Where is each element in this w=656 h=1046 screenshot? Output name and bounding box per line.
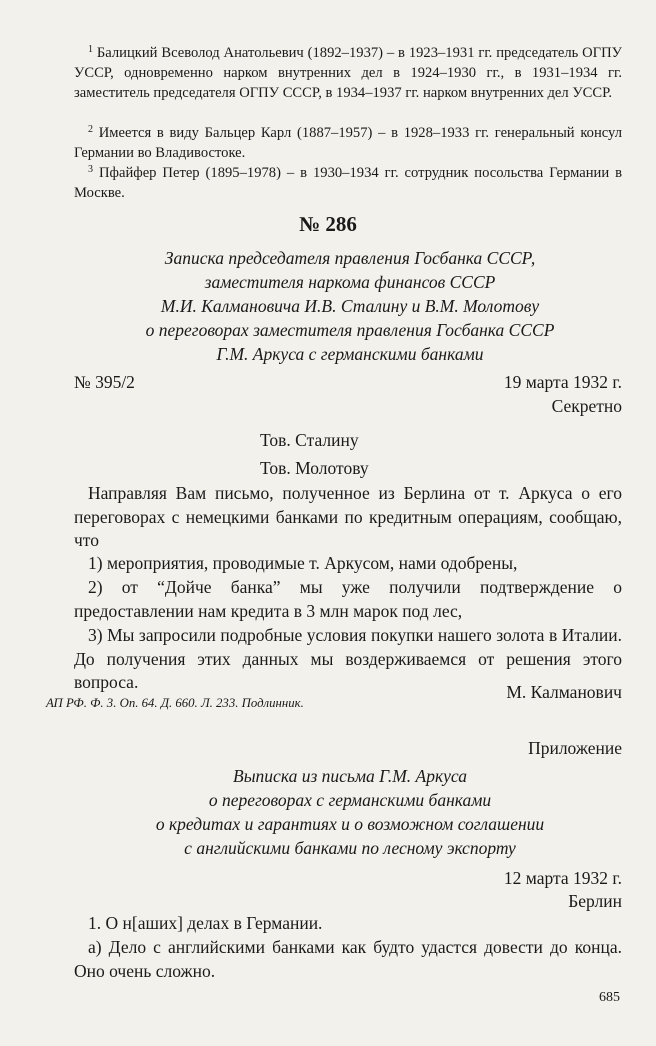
page-number: 685 bbox=[599, 990, 620, 1005]
footnote-3 bbox=[74, 160, 622, 203]
addressee-stalin: Тов. Сталину bbox=[260, 430, 359, 450]
footnote-text: Балицкий Всеволод Анатольевич (1892–1937) – в 1923–1931 гг. председатель ОГПУ УССР, одновременно нарком внутренних дел в 1924–1930 гг., в 1931–1934 гг. заместитель председателя ОГПУ СССР, в 1934–1937 гг. нарком внутренних дел УССР. bbox=[74, 45, 622, 101]
document-title bbox=[80, 246, 620, 366]
footnote-1 bbox=[74, 40, 622, 103]
archive-reference: АП РФ. Ф. 3. Оп. 64. Д. 660. Л. 233. Подлинник. bbox=[46, 696, 304, 710]
title-line: Записка председателя правления Госбанка СССР, bbox=[164, 248, 536, 268]
title-line: о переговорах с германскими банками bbox=[208, 790, 492, 810]
list-item-3: 3) Мы запросили подробные условия покупки нашего золота в Италии. До получения этих данных мы воздерживаемся от решения этого вопроса. bbox=[74, 625, 622, 693]
list-item-2: 2) от “Дойче банка” мы уже получили подтверждение о предоставлении нам кредита в 3 млн марок под лес, bbox=[74, 577, 622, 621]
footnote-mark: 1 bbox=[88, 44, 93, 55]
footnote-text: Пфайфер Петер (1895–1978) – в 1930–1934 гг. сотрудник посольства Германии в Москве. bbox=[74, 165, 622, 201]
signature: М. Калманович bbox=[506, 682, 622, 702]
list-item-1: 1) мероприятия, проводимые т. Аркусом, нами одобрены, bbox=[88, 553, 518, 573]
footnote-mark: 3 bbox=[88, 164, 93, 175]
addressee-molotov: Тов. Молотову bbox=[260, 458, 369, 478]
title-line: М.И. Калмановича И.В. Сталину и В.М. Молотову bbox=[160, 296, 540, 316]
document-date: 19 марта 1932 г. bbox=[503, 372, 622, 392]
title-line: о кредитах и гарантиях и о возможном соглашении bbox=[155, 814, 545, 834]
title-line: о переговорах заместителя правления Госбанка СССР bbox=[145, 320, 555, 340]
document-number: № 286 bbox=[299, 212, 357, 236]
appendix-line-2: а) Дело с английскими банками как будто удастся довести до конца. Оно очень сложно. bbox=[74, 937, 622, 981]
appendix-title bbox=[80, 764, 620, 860]
appendix-label: Приложение bbox=[528, 738, 622, 758]
appendix-line-1: 1. О н[аших] делах в Германии. bbox=[88, 913, 323, 933]
footnote-text: Имеется в виду Бальцер Карл (1887–1957) – в 1928–1933 гг. генеральный консул Германии во Владивостоке. bbox=[74, 125, 622, 161]
appendix-date: 12 марта 1932 г. bbox=[503, 868, 622, 888]
registration-number: № 395/2 bbox=[74, 372, 135, 392]
title-line: Выписка из письма Г.М. Аркуса bbox=[233, 766, 467, 786]
footnote-mark: 2 bbox=[88, 124, 93, 135]
title-line: с английскими банками по лесному экспорту bbox=[184, 838, 516, 858]
footnote-2 bbox=[74, 120, 622, 163]
title-line: Г.М. Аркуса с германскими банками bbox=[216, 344, 484, 364]
intro-paragraph: Направляя Вам письмо, полученное из Берлина от т. Аркуса о его переговорах с немецкими банками по кредитным операциям, сообщаю, что bbox=[74, 483, 622, 551]
classification-label: Секретно bbox=[551, 396, 622, 416]
appendix-place: Берлин bbox=[568, 891, 622, 911]
title-line: заместителя наркома финансов СССР bbox=[204, 272, 496, 292]
